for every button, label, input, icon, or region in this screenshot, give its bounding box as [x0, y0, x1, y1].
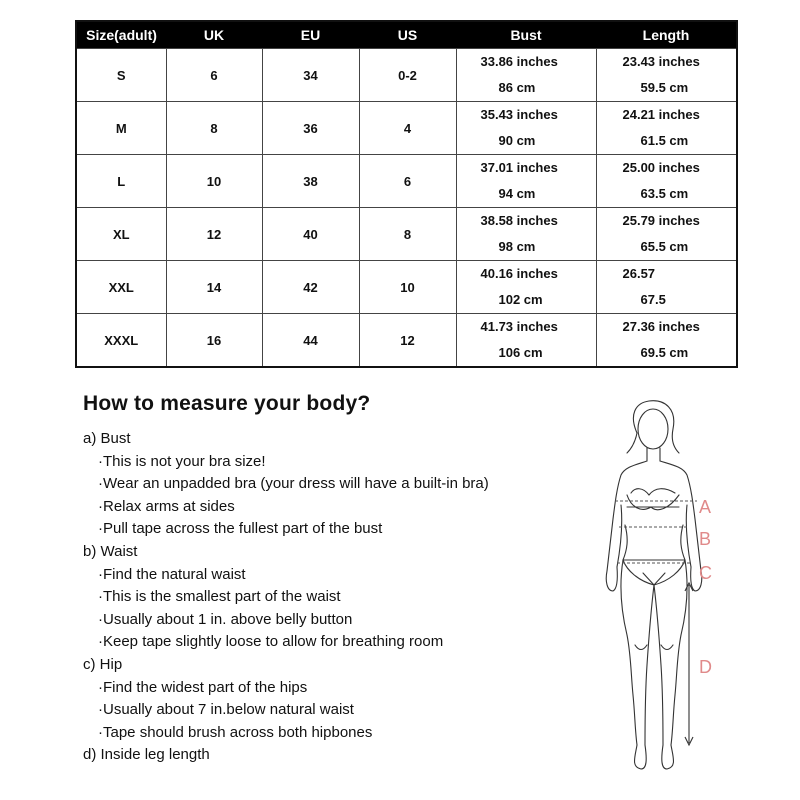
- instruction-item: ·This is not your bra size!: [98, 452, 266, 470]
- instruction-item: ·Find the natural waist: [98, 565, 246, 583]
- bust-inches: 38.58 inches: [480, 213, 558, 228]
- measure-guide-title: How to measure your body?: [83, 392, 371, 415]
- length-inches: 27.36 inches: [622, 319, 700, 334]
- body-outline-illustration: [585, 395, 735, 780]
- cell-bust: [456, 208, 596, 261]
- instruction-item: ·Keep tape slightly loose to allow for breathing room: [98, 633, 444, 651]
- cell-size: L: [76, 155, 166, 208]
- cell-size: S: [76, 49, 166, 102]
- length-cm: 63.5 cm: [640, 186, 689, 201]
- length-inches: 26.57: [622, 266, 656, 281]
- section-heading-inside-leg: d) Inside leg length: [83, 746, 210, 764]
- table-row: [76, 261, 737, 314]
- cell-eu: 38: [262, 155, 359, 208]
- header-length: Length: [596, 21, 737, 49]
- instruction-item: ·Find the widest part of the hips: [98, 678, 308, 696]
- length-inches: 25.00 inches: [622, 160, 700, 175]
- cell-size: XXL: [76, 261, 166, 314]
- length-cm: 65.5 cm: [640, 239, 689, 254]
- cell-us: 6: [359, 155, 456, 208]
- header-size: Size(adult): [76, 21, 166, 49]
- marker-c: C: [699, 563, 712, 583]
- section-heading-hip: c) Hip: [83, 655, 123, 673]
- cell-eu: 44: [262, 314, 359, 368]
- length-inches: 24.21 inches: [622, 107, 700, 122]
- cell-size: M: [76, 102, 166, 155]
- cell-eu: 40: [262, 208, 359, 261]
- cell-us: 0-2: [359, 49, 456, 102]
- header-bust: Bust: [456, 21, 596, 49]
- bust-cm: 86 cm: [498, 80, 536, 95]
- table-row: [76, 155, 737, 208]
- cell-uk: 16: [166, 314, 262, 368]
- bust-cm: 106 cm: [498, 345, 543, 360]
- instruction-item: ·Usually about 1 in. above belly button: [98, 610, 353, 628]
- cell-eu: 42: [262, 261, 359, 314]
- cell-us: 4: [359, 102, 456, 155]
- cell-length: [596, 261, 737, 314]
- marker-a: A: [699, 497, 712, 517]
- cell-bust: [456, 314, 596, 368]
- header-us: US: [359, 21, 456, 49]
- bust-cm: 98 cm: [498, 239, 536, 254]
- header-uk: UK: [166, 21, 262, 49]
- cell-length: [596, 102, 737, 155]
- size-chart-table: [75, 20, 738, 368]
- cell-uk: 8: [166, 102, 262, 155]
- bust-inches: 41.73 inches: [480, 319, 558, 334]
- cell-eu: 34: [262, 49, 359, 102]
- bust-inches: 40.16 inches: [480, 266, 558, 281]
- marker-d: D: [699, 657, 712, 677]
- cell-length: [596, 208, 737, 261]
- cell-size: XL: [76, 208, 166, 261]
- cell-length: [596, 155, 737, 208]
- length-inches: 23.43 inches: [622, 54, 700, 69]
- cell-bust: [456, 155, 596, 208]
- cell-length: [596, 49, 737, 102]
- table-header-row: [76, 21, 737, 49]
- cell-uk: 6: [166, 49, 262, 102]
- cell-uk: 14: [166, 261, 262, 314]
- instruction-item: ·Usually about 7 in.below natural waist: [98, 701, 354, 719]
- bust-inches: 33.86 inches: [480, 54, 558, 69]
- length-cm: 59.5 cm: [640, 80, 689, 95]
- instruction-item: ·Pull tape across the fullest part of the bust: [98, 520, 383, 538]
- length-inches: 25.79 inches: [622, 213, 700, 228]
- bust-cm: 102 cm: [498, 292, 543, 307]
- table-row: [76, 208, 737, 261]
- table-row: [76, 49, 737, 102]
- bust-inches: 37.01 inches: [480, 160, 558, 175]
- length-cm: 61.5 cm: [640, 133, 689, 148]
- cell-length: [596, 314, 737, 368]
- instruction-item: ·Relax arms at sides: [98, 497, 235, 515]
- cell-us: 10: [359, 261, 456, 314]
- length-cm: 69.5 cm: [640, 345, 689, 360]
- body-measurement-figure: [585, 395, 735, 780]
- bust-cm: 90 cm: [498, 133, 536, 148]
- cell-bust: [456, 261, 596, 314]
- instruction-item: ·Wear an unpadded bra (your dress will have a built-in bra): [98, 475, 489, 493]
- cell-uk: 12: [166, 208, 262, 261]
- instruction-item: ·This is the smallest part of the waist: [98, 588, 341, 606]
- cell-bust: [456, 49, 596, 102]
- cell-us: 8: [359, 208, 456, 261]
- bust-cm: 94 cm: [498, 186, 536, 201]
- measure-instructions: [83, 428, 489, 767]
- table-row: [76, 314, 737, 368]
- bust-inches: 35.43 inches: [480, 107, 558, 122]
- table-row: [76, 102, 737, 155]
- cell-uk: 10: [166, 155, 262, 208]
- length-cm: 67.5: [640, 292, 666, 307]
- cell-bust: [456, 102, 596, 155]
- cell-size: XXXL: [76, 314, 166, 368]
- section-heading-waist: b) Waist: [83, 542, 138, 560]
- cell-us: 12: [359, 314, 456, 368]
- cell-eu: 36: [262, 102, 359, 155]
- marker-b: B: [699, 529, 712, 549]
- instruction-item: ·Tape should brush across both hipbones: [98, 723, 373, 741]
- section-heading-bust: a) Bust: [83, 430, 131, 447]
- header-eu: EU: [262, 21, 359, 49]
